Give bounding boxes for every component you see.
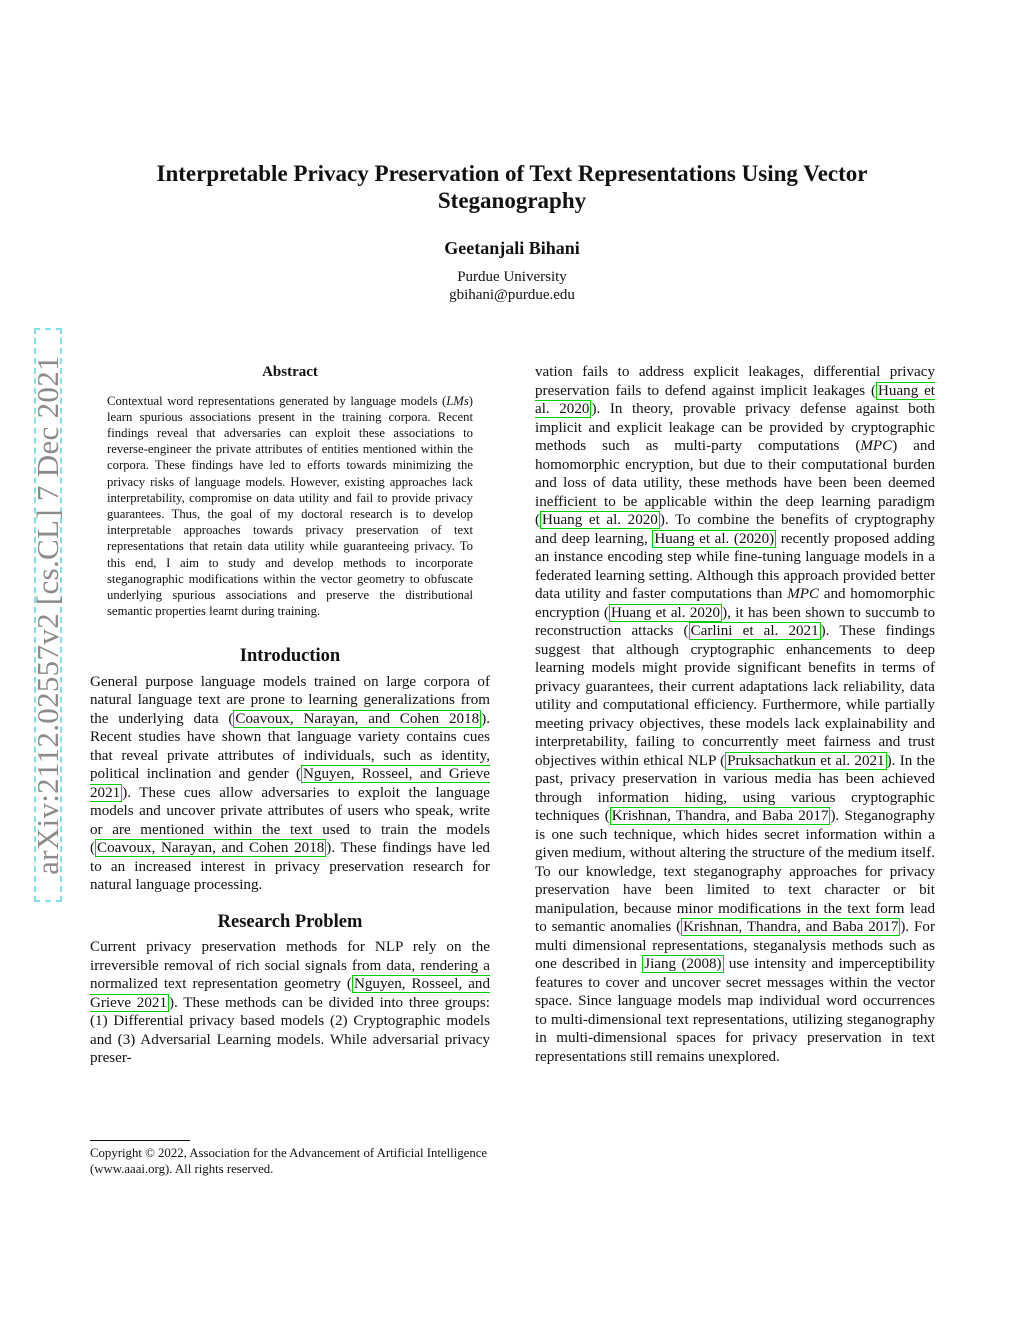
body-text: ). For multi dimensional representations, steganalysis methods such as one described in (535, 919, 935, 972)
research-problem-continuation (535, 363, 935, 1066)
footnote-divider (90, 1140, 190, 1141)
citation-link[interactable]: Krishnan, Thandra, and Baba 2017 (611, 808, 829, 824)
body-text: recently proposed adding an instance encoding step while fine-tuning language models in a federated learning setting. Although this approach provided better data utility and faster computations than (535, 530, 935, 602)
body-text: ). These findings have led to an increased interest in privacy preservation research for natural language processing. (90, 840, 490, 894)
body-text: ). In the past, privacy preservation in various media has been achieved through information hiding, using various cryptographic techniques ( (535, 752, 935, 824)
body-text: and homomorphic encryption ( (535, 586, 935, 621)
left-column (90, 360, 490, 1068)
body-text: ). In theory, provable privacy defense against both implicit and explicit leakage can be provided by cryptographic methods such as multi-party computations ( (535, 401, 935, 454)
author-name: Geetanjali Bihani (444, 238, 580, 258)
affiliation: Purdue University (457, 269, 567, 285)
right-column (535, 363, 935, 1066)
citation-link[interactable]: Jiang (2008) (644, 956, 722, 972)
abstract-text-part: ) learn spurious associations present in the training corpora. Recent findings reveal that adversaries can exploit these associations to reverse-engineer the private attributes of entities mentioned within the corpora. These findings have led to efforts towards minimizing the privacy risks of language models. However, existing approaches lack interpretability, compromise on data utility and fail to provide privacy guarantees. Thus, the goal of my doctoral research is to develop interpretable approaches towards privacy preservation of text representations that retain data utility while guaranteeing privacy. To this end, I aim to study and develop methods to incorporate steganographic modifications within the vector geometry to obfuscate underlying spurious associations and preserve the distributional semantic properties learnt during training. (107, 393, 473, 619)
author-email[interactable]: gbihani@purdue.edu (449, 287, 575, 303)
abstract-text-part: Contextual word representations generated by language models ( (107, 393, 447, 408)
body-text: ). Steganography is one such technique, which hides secret information within a given medium, without altering the structure of the medium itself. To our knowledge, text steganography approaches for privacy preservation have been limited to text character or bit manipulation, because minor modifications in the text form lead to semantic anomalies ( (535, 808, 935, 935)
citation-link[interactable]: Pruksachatkun et al. 2021 (727, 752, 885, 769)
arxiv-stamp-text: arXiv:2112.02557v2 [cs.CL] 7 Dec 2021 (30, 355, 65, 875)
citation-link[interactable]: Nguyen, Rosseel, and Grieve 2021 (90, 766, 490, 801)
body-text: ). These findings suggest that although cryptographic enhancements to deep learning models might provide significant benefits in terms of privacy guarantees, their current adaptations lack reliability, data utility and computational efficiency. Furthermore, while partially meeting privacy objectives, these models lack explainability and interpretability, failing to concurrently meet fairness and trust objectives within ethical NLP ( (535, 623, 935, 769)
body-text: use intensity and imperceptibility features to cover and uncover secret messages within the vector space. Since language models map individual word occurrences to multi-dimensional text representations, utilizing steganography in multi-dimensional spaces for privacy preservation in text representations still remains unexplored. (535, 956, 936, 1065)
citation-link[interactable]: Krishnan, Thandra, and Baba 2017 (683, 919, 899, 935)
body-text: General purpose language models trained on large corpora of natural language text are prone to learning generalizations from the underlying data ( (90, 673, 490, 727)
paper-title: Interpretable Privacy Preservation of Text Representations Using Vector Steganography (156, 161, 868, 213)
arxiv-stamp[interactable] (30, 328, 65, 902)
body-text: ), it has been shown to succumb to reconstruction attacks ( (535, 604, 936, 639)
body-text: ). Recent studies have shown that language variety contains cues that reveal private attributes of individuals, such as identity, political inclination and gender ( (90, 710, 490, 783)
citation-link[interactable]: Huang et al. (2020) (654, 530, 775, 547)
citation-link[interactable]: Coavoux, Narayan, and Cohen 2018 (235, 710, 480, 727)
abstract-emphasis: LMs (446, 393, 469, 408)
introduction-heading: Introduction (239, 646, 341, 667)
citation-link[interactable]: Carlini et al. 2021 (690, 623, 819, 639)
body-text: vation fails to address explicit leakages, differential privacy preservation fails to defend against implicit leakages ( (535, 364, 935, 399)
author-affiliation-block (0, 268, 1024, 304)
body-text: ). These cues allow adversaries to exploit the language models and uncover private attributes of users who speak, write or are mentioned within the text used to train the models ( (90, 784, 490, 857)
body-text: Current privacy preservation methods for NLP rely on the irreversible removal of rich social signals from data, rendering a normalized text representation geometry ( (90, 939, 490, 993)
citation-link[interactable]: Huang et al. 2020 (610, 604, 721, 621)
emphasis-text: MPC (860, 438, 893, 454)
citation-link[interactable]: Huang et al. 2020 (535, 382, 935, 417)
research-problem-paragraph (90, 938, 490, 1068)
citation-link[interactable]: Coavoux, Narayan, and Cohen 2018 (97, 840, 325, 857)
emphasis-text: MPC (787, 586, 820, 602)
copyright-footnote: Copyright © 2022, Association for the Advancement of Artificial Intelligence (www.aaai.org). All rights reserved. (90, 1146, 488, 1176)
abstract-text (107, 393, 473, 620)
research-problem-heading: Research Problem (217, 911, 363, 932)
body-text: ) and homomorphic encryption, but due to their computational burden and loss of data utility, these methods have been been deemed inefficient to be applicable within the deep learning paradigm ( (535, 438, 935, 528)
body-text: ). To combine the benefits of cryptography and deep learning, (535, 512, 935, 547)
abstract-heading: Abstract (262, 364, 318, 380)
introduction-paragraph (90, 673, 490, 895)
citation-link[interactable]: Huang et al. 2020 (542, 512, 658, 528)
citation-link[interactable]: Nguyen, Rosseel, and Grieve 2021 (90, 976, 490, 1011)
body-text: ). These methods can be divided into three groups: (1) Differential privacy based models (2) Cryptographic models and (3) Adversarial Learning models. While adversarial privacy preser- (90, 994, 491, 1067)
